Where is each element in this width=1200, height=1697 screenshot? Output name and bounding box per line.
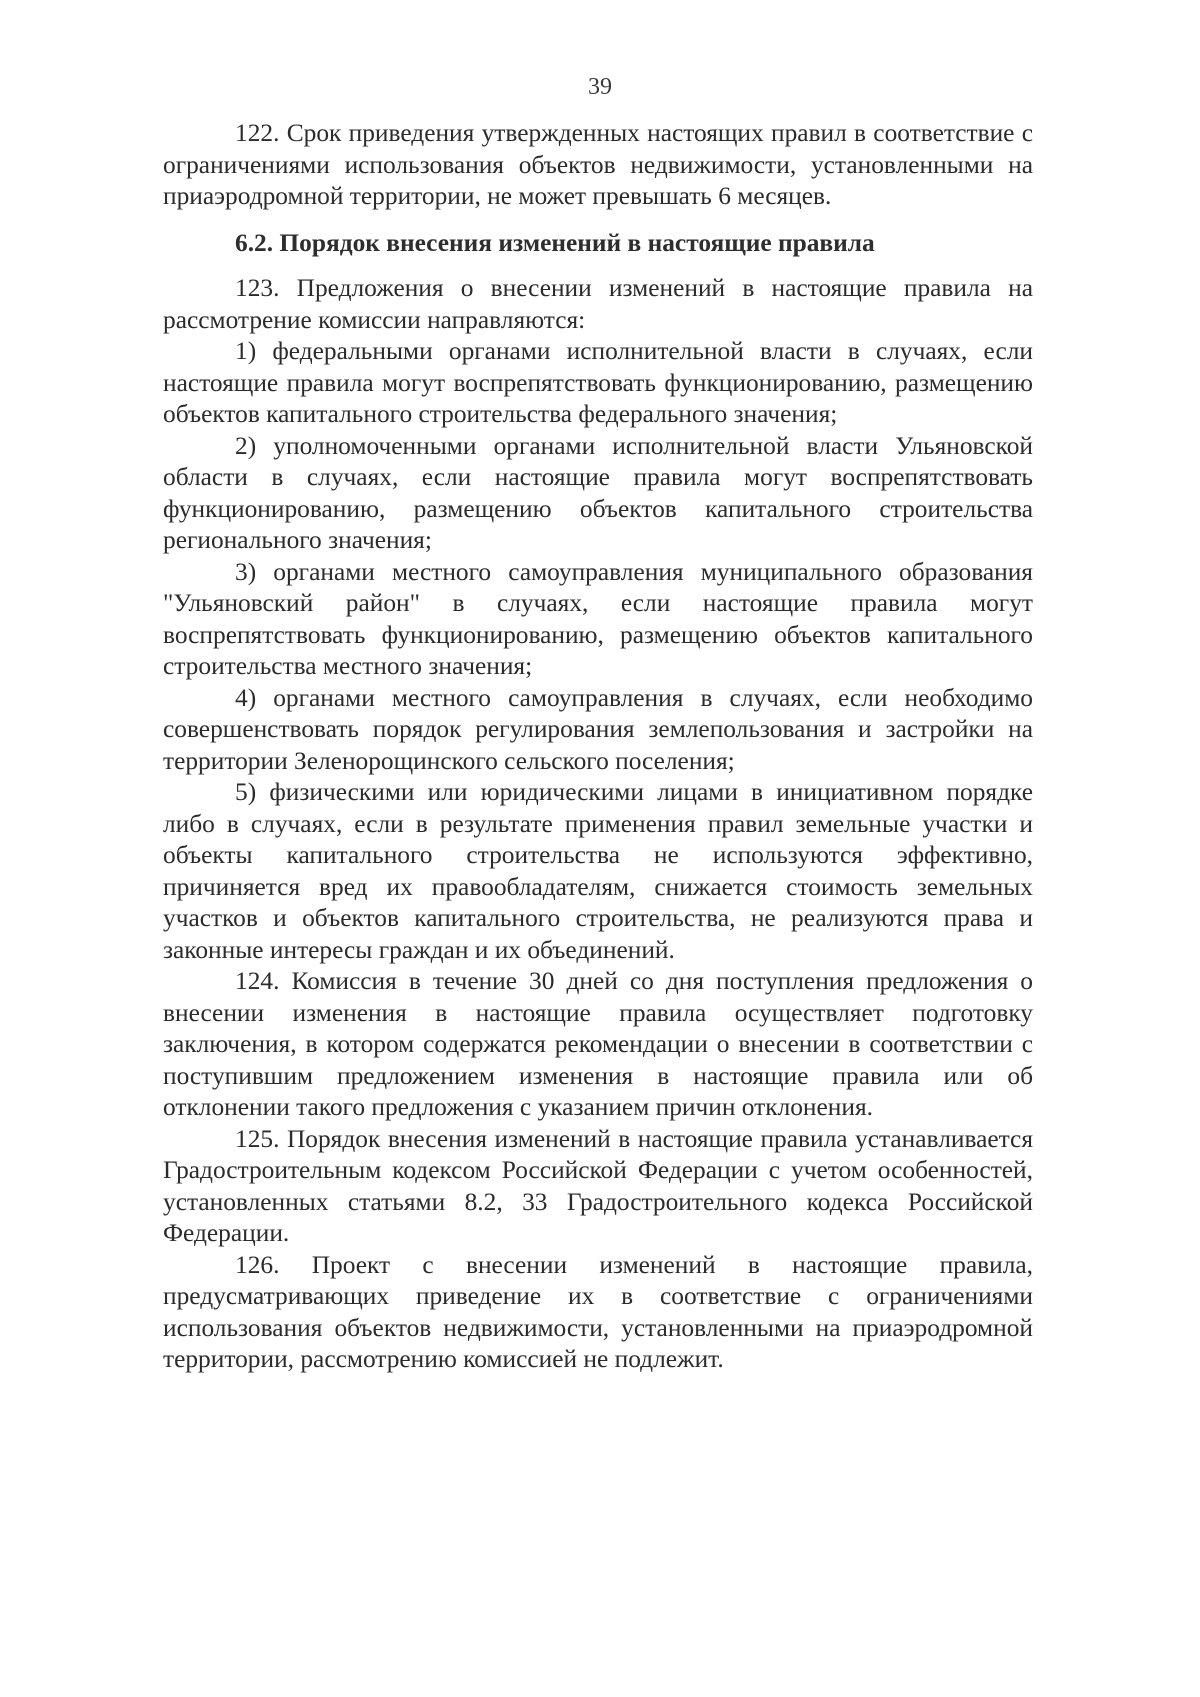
paragraph-122: 122. Срок приведения утвержденных настоящих правил в соответствие с ограничениями использования объектов недвижимости, установленными на приаэродромной территории, не может превышать 6 месяцев. [163, 119, 1033, 210]
section-heading: 6.2. Порядок внесения изменений в настоящие правила [235, 228, 875, 257]
paragraph-126: 126. Проект с внесении изменений в настоящие правила, предусматривающих приведение их в соответствие с ограничениями использования объектов недвижимости, установленными на приаэродромной территории, рассмотрению комиссией не подлежит. [163, 1250, 1033, 1373]
list-item-4: 4) органами местного самоуправления в случаях, если необходимо совершенствовать порядок регулирования землепользования и застройки на территории Зеленорощинского сельского поселения; [163, 683, 1033, 775]
paragraph-123: 123. Предложения о внесении изменений в настоящие правила на рассмотрение комиссии направляются: [163, 274, 1033, 334]
paragraph-124: 124. Комиссия в течение 30 дней со дня поступления предложения о внесении изменения в настоящие правила осуществляет подготовку заключения, в котором содержатся рекомендации о внесении в соответствии с поступившим предложением изменения в настоящие правила или об отклонении такого предложения с указанием причин отклонения. [163, 967, 1033, 1121]
list-item-2: 2) уполномоченными органами исполнительной власти Ульяновской области в случаях, если настоящие правила могут воспрепятствовать функционированию, размещению объектов капитального строительства регионального значения; [163, 431, 1033, 554]
list-item-1: 1) федеральными органами исполнительной власти в случаях, если настоящие правила могут воспрепятствовать функционированию, размещению объектов капитального строительства федерального значения; [163, 337, 1033, 428]
list-item-5: 5) физическими или юридическими лицами в инициативном порядке либо в случаях, если в результате применения правил земельные участки и объекты капитального строительства не используются эффективно, причиняется вред их правообладателям, снижается стоимость земельных участков и объектов капитального строительства, не реализуются права и законные интересы граждан и их объединений. [163, 778, 1033, 964]
page-number: 39 [588, 74, 612, 100]
paragraph-125: 125. Порядок внесения изменений в настоящие правила устанавливается Градостроительным кодексом Российской Федерации с учетом особенностей, установленных статьями 8.2, 33 Градостроительного кодекса Российской Федерации. [163, 1124, 1033, 1247]
list-item-3: 3) органами местного самоуправления муниципального образования "Ульяновский район" в случаях, если настоящие правила могут воспрепятствовать функционированию, размещению объектов капитального строительства местного значения; [163, 557, 1033, 680]
document-body [163, 118, 1033, 1376]
